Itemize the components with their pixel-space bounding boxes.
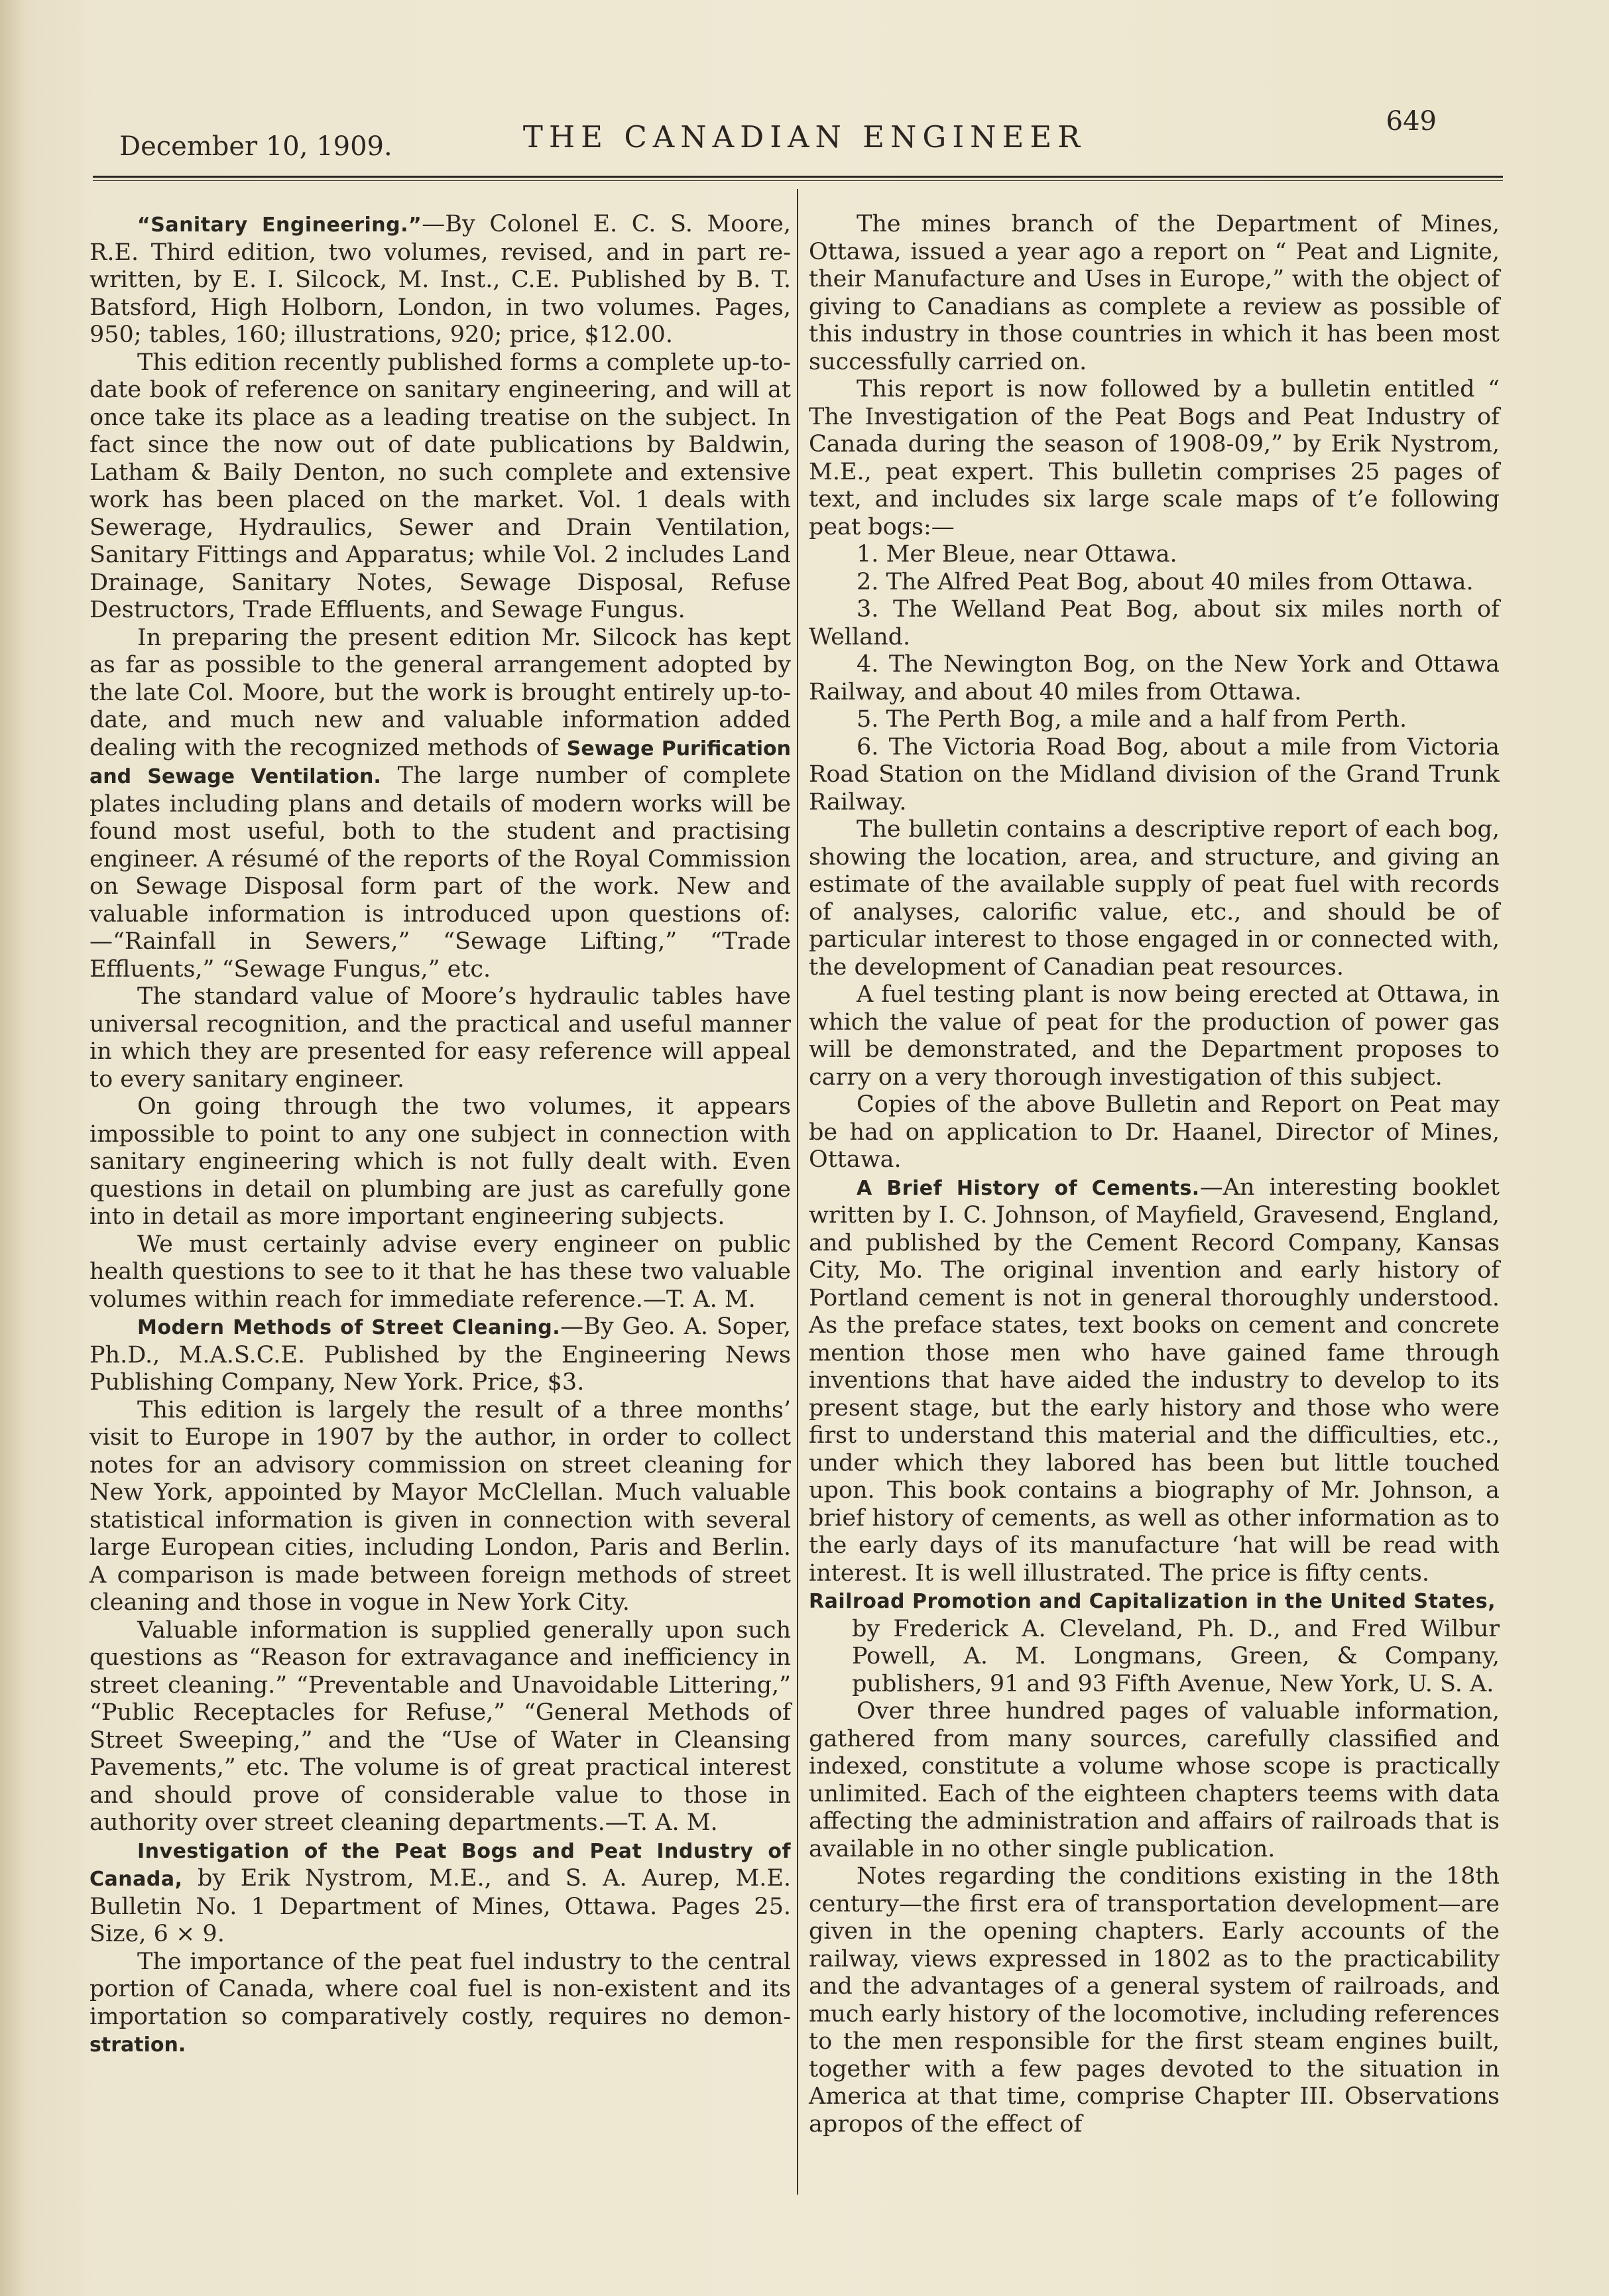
paragraph: Valuable information is supplied generally upon such questions as “Reason for extravagance and inefficiency in street cleaning.” “Preventable and Unavoidable Littering,” “Public Receptacles for Refuse,” “General Methods of Street Sweeping,” and the “Use of Water in Cleansing Pavements,” etc. The volume is of great practical interest and should prove of considerable value to those in authority over street cleaning departments.—T. A. M. <box>89 1616 791 1836</box>
list-item: 1. Mer Bleue, near Ottawa. <box>857 541 1177 568</box>
article-text: —An interesting booklet written by I. C. Johnson, of Mayfield, Gravesend, England, and published by the Cement Record Company, Kansas City, Mo. The original invention and early history of Portland cement is not in general thoroughly understood. As the preface states, text books on cement and concrete mention those men who have gained fame through inventions that have aided the industry to develop to its present stage, but the early history and those who were first to understand this material and the difficulties, etc., under which they labored has been but little touched upon. This book contains a biography of Mr. Johnson, a brief history of cements, as well as other information as to the early days of its manufacture ‘hat will be read with interest. It is well illustrated. The price is fifty cents. <box>809 1174 1500 1587</box>
article-byline: —By Colonel E. C. S. Moore, R.E. Third edition, two volumes, revised, and in part re-written, by E. I. Silcock, M. Inst., C.E. Published by B. T. Batsford, High Holborn, London, in two volumes. Pages, 950; tables, 160; illustrations, 920; price, $12.00. <box>89 211 791 348</box>
journal-title: THE CANADIAN ENGINEER <box>522 119 1087 154</box>
text-run: In preparing the present edition Mr. Silcock has kept as far as possible to the general arrangement adopted by the late Col. Moore, but the work is brought entirely up-to-date, and much new and valuable information added dealing with the recognized methods of <box>89 624 791 761</box>
paragraph: The mines branch of the Department of Mines, Ottawa, issued a year ago a report on “ Peat and Lignite, their Manufacture and Uses in Europe,” with the object of giving to Canadians as complete a review as possible of this industry in those countries in which it has been most successfully carried on. <box>809 211 1500 375</box>
text-run: The large number of complete plates including plans and details of modern works will be found most useful, both to the student and practising engineer. A résumé of the reports of the Royal Commission on Sewage Disposal form part of the work. New and valuable information is introduced upon questions of:—“Rainfall in Sewers,” “Sewage Lifting,” “Trade Effluents,” “Sewage Fungus,” etc. <box>89 762 791 983</box>
issue-date: December 10, 1909. <box>119 131 392 162</box>
text-run: The importance of the peat fuel industry to the central portion of Canada, where coal fuel is non-existent and its importation so comparatively costly, requires no demon- <box>89 1948 791 2030</box>
article-heading: A Brief History of Cements. <box>857 1176 1200 1200</box>
article-byline: by Frederick A. Cleveland, Ph. D., and Fred Wilbur Powell, A. M. Longmans, Green, & Company, publishers, 91 and 93 Fifth Avenue, New York, U. S. A. <box>852 1615 1500 1697</box>
paragraph: The standard value of Moore’s hydraulic tables have universal recognition, and the practical and useful manner in which they are presented for easy reference will appeal to every sanitary engineer. <box>89 983 791 1093</box>
article-heading: “Sanitary Engineering.” <box>137 213 422 237</box>
page-number: 649 <box>1386 106 1437 137</box>
list-item: 4. The Newington Bog, on the New York and Ottawa Railway, and about 40 miles from Ottawa. <box>809 651 1500 705</box>
list-item: 2. The Alfred Peat Bog, about 40 miles from Ottawa. <box>857 568 1474 595</box>
paragraph: Over three hundred pages of valuable information, gathered from many sources, carefully classified and indexed, constitute a volume whose scope is practically unlimited. Each of the eighteen chapters teems with data affecting the administration and affairs of railroads that is available in no other single publication. <box>809 1698 1500 1862</box>
article-byline: by Erik Nystrom, M.E., and S. A. Aurep, M.E. Bulletin No. 1 Department of Mines, Ottawa. Pages 25. Size, 6 × 9. <box>89 1865 791 1947</box>
article-heading: Investigation of the Peat Bogs and Peat Industry of Canada, <box>89 1839 791 1891</box>
paragraph: We must certainly advise every engineer on public health questions to see to it that he has these two valuable volumes within reach for immediate reference.—T. A. M. <box>89 1231 791 1313</box>
article-peat-bogs-intro <box>89 1837 791 1949</box>
peat-bog-list <box>809 541 1500 816</box>
paragraph: This edition recently published forms a complete up-to-date book of reference on sanitary engineering, and will at once take its place as a leading treatise on the subject. In fact since the now out of date publications by Baldwin, Latham & Baily Denton, no such complete and extensive work has been placed on the market. Vol. 1 deals with Sewerage, Hydraulics, Sewer and Drain Ventilation, Sanitary Fittings and Apparatus; while Vol. 2 includes Land Drainage, Sanitary Notes, Sewage Disposal, Refuse Destructors, Trade Effluents, and Sewage Fungus. <box>89 349 791 623</box>
header-rule-thick <box>93 176 1503 178</box>
article-byline: —By Geo. A. Soper, Ph.D., M.A.S.C.E. Published by the Engineering News Publishing Company, New York. Price, $3. <box>89 1313 791 1396</box>
article-cements <box>809 1174 1500 1588</box>
paragraph <box>89 1949 791 2059</box>
paragraph: Copies of the above Bulletin and Report on Peat may be had on application to Dr. Haanel, Director of Mines, Ottawa. <box>809 1091 1500 1173</box>
header-rule-thin <box>93 180 1503 181</box>
bold-phrase: stration. <box>89 2033 186 2057</box>
article-street-cleaning-intro <box>89 1313 791 1397</box>
paragraph <box>89 625 791 984</box>
list-item: 5. The Perth Bog, a mile and a half from Perth. <box>857 706 1407 733</box>
paragraph: A fuel testing plant is now being erected at Ottawa, in which the value of peat for the production of power gas will be demonstrated, and the Department proposes to carry on a very thorough investigation of this subject. <box>809 981 1500 1091</box>
list-item: 6. The Victoria Road Bog, about a mile from Victoria Road Station on the Midland division of the Grand Trunk Railway. <box>809 733 1500 816</box>
column-divider <box>797 189 798 2195</box>
paragraph: This report is now followed by a bulletin entitled “ The Investigation of the Peat Bogs and Peat Industry of Canada during the season of 1908-09,” by Erik Nystrom, M.E., peat expert. This bulletin comprises 25 pages of text, and includes six large scale maps of t’e following peat bogs:— <box>809 376 1500 540</box>
article-heading: Modern Methods of Street Cleaning. <box>137 1316 561 1339</box>
paragraph: Notes regarding the conditions existing in the 18th century—the first era of transportation development—are given in the opening chapters. Early accounts of the railway, views expressed in 1802 as to the practicability and the advantages of a general system of railroads, and much early history of the locomotive, including references to the men responsible for the first steam engines built, together with a few pages devoted to the situation in America at that time, comprise Chapter III. Observations apropos of the effect of <box>809 1863 1500 2138</box>
right-column <box>809 211 1500 2138</box>
list-item: 3. The Welland Peat Bog, about six miles north of Welland. <box>809 596 1500 650</box>
bold-phrase: Sewage Purification and Sewage Ventilation. <box>89 737 791 788</box>
page-header <box>116 106 1493 162</box>
paragraph: The bulletin contains a descriptive report of each bog, showing the location, area, and structure, and giving an estimate of the available supply of peat fuel with records of analyses, calorific value, etc., and should be of particular interest to those engaged in or connected with, the development of Canadian peat resources. <box>809 816 1500 981</box>
article-railroad-heading <box>809 1587 1500 1616</box>
article-sanitary-engineering-intro <box>89 211 791 349</box>
left-column <box>89 211 791 2059</box>
paragraph: This edition is largely the result of a three months’ visit to Europe in 1907 by the author, in order to collect notes for an advisory commission on street cleaning for New York, appointed by Mayor McClellan. Much valuable statistical information is given in connection with several large European cities, including London, Paris and Berlin. A comparison is made between foreign methods of street cleaning and those in vogue in New York City. <box>89 1396 791 1616</box>
paragraph: On going through the two volumes, it appears impossible to point to any one subject in connection with sanitary engineering which is not fully dealt with. Even questions in detail on plumbing are just as carefully gone into in detail as more important engineering subjects. <box>89 1093 791 1230</box>
article-heading: Railroad Promotion and Capitalization in the United States, <box>809 1590 1496 1613</box>
